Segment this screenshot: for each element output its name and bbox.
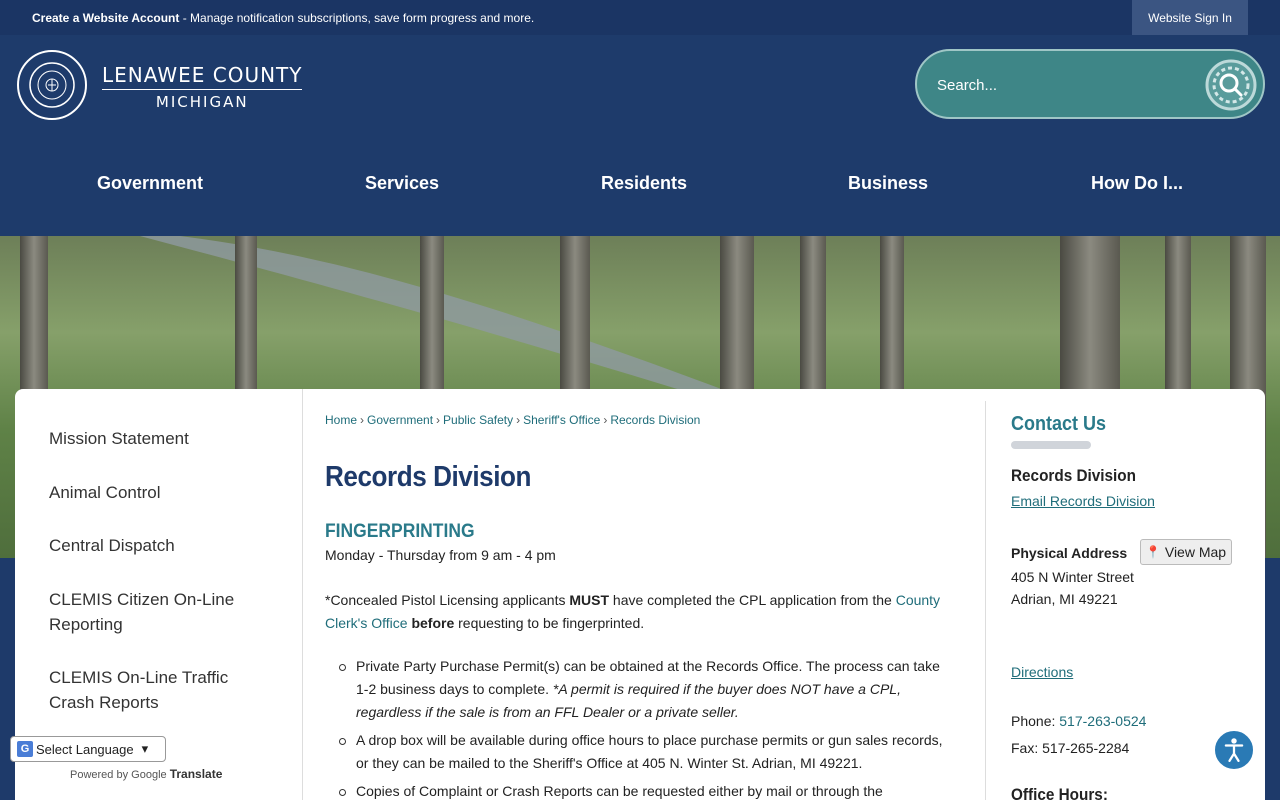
heading-underline: [1011, 441, 1091, 449]
search-box: [915, 49, 1265, 119]
address-line-1: 405 N Winter Street: [1011, 569, 1134, 585]
list-item: A drop box will be available during office hours to place purchase permits or gun sales records, or they can be mailed to the Sheriff's Office at 405 N. Winter St. Adrian, MI 49221.: [356, 729, 956, 775]
list-item: Private Party Purchase Permit(s) can be obtained at the Records Office. The process can take 1-2 business days to complete. *A permit is required if the buyer does NOT have a CPL, regardless if the sale is from an FFL Dealer or a private seller.: [356, 655, 956, 724]
phone-link[interactable]: 517-263-0524: [1059, 713, 1147, 729]
view-map-button[interactable]: 📍 View Map: [1140, 539, 1232, 565]
county-seal-logo[interactable]: [16, 49, 88, 121]
physical-address-label: Physical Address: [1011, 545, 1128, 561]
contact-name: Records Division: [1011, 466, 1136, 485]
create-account-link[interactable]: Create a Website Account: [32, 11, 180, 25]
sidebar-item-central-dispatch[interactable]: Central Dispatch: [49, 536, 175, 555]
email-link[interactable]: Email Records Division: [1011, 493, 1155, 509]
info-bullet-list: [356, 655, 956, 800]
fingerprinting-hours: Monday - Thursday from 9 am - 4 pm: [325, 547, 556, 563]
county-clerk-link[interactable]: County Clerk's Office: [325, 592, 941, 631]
main-navigation: [0, 165, 1280, 205]
top-utility-bar: [0, 0, 1280, 35]
phone-line: Phone: 517-263-0524: [1011, 713, 1147, 729]
map-pin-icon: 📍: [1145, 545, 1161, 559]
cpl-paragraph: *Concealed Pistol Licensing applicants MUST have completed the CPL application from the County Clerk's Office before requesting to be fingerprinted.: [325, 592, 941, 631]
nav-services[interactable]: Services: [365, 173, 440, 193]
account-description: - Manage notification subscriptions, save form progress and more.: [179, 11, 535, 25]
breadcrumb: Home › Government › Public Safety › Sheriff's Office › Records Division: [325, 413, 701, 427]
breadcrumb-sheriffs-office[interactable]: Sheriff's Office: [523, 413, 601, 427]
search-input[interactable]: [937, 71, 1197, 99]
accessibility-icon[interactable]: [1213, 729, 1255, 771]
logo-county-name: LENAWEE COUNTY: [102, 63, 302, 90]
section-heading: FINGERPRINTING: [325, 521, 475, 542]
fax-line: Fax: 517-265-2284: [1011, 740, 1130, 756]
google-translate-attribution: Powered by Google Translate: [70, 767, 223, 781]
list-item: Copies of Complaint or Crash Reports can be requested either by mail or through the: [356, 780, 956, 800]
main-content-card: [15, 389, 1265, 800]
nav-government[interactable]: Government: [97, 173, 204, 193]
breadcrumb-public-safety[interactable]: Public Safety: [443, 413, 514, 427]
contact-heading: Contact Us: [1011, 413, 1107, 435]
google-translate-icon: G: [17, 741, 33, 757]
breadcrumb-home[interactable]: Home: [325, 413, 358, 427]
account-message: [32, 11, 534, 25]
sidebar-item-clemis-citizen[interactable]: CLEMIS Citizen On-Line Reporting: [49, 590, 235, 634]
chevron-down-icon: ▾: [141, 741, 149, 756]
office-hours-heading: Office Hours:: [1011, 785, 1108, 800]
breadcrumb-government[interactable]: Government: [367, 413, 434, 427]
address-line-2: Adrian, MI 49221: [1011, 591, 1118, 607]
sidebar-item-mission-statement[interactable]: Mission Statement: [49, 429, 189, 448]
sign-in-button[interactable]: Website Sign In: [1132, 0, 1248, 35]
site-logo-text[interactable]: [102, 63, 302, 111]
site-header: [0, 35, 1280, 236]
breadcrumb-records-division[interactable]: Records Division: [610, 413, 701, 427]
directions-link[interactable]: Directions: [1011, 664, 1074, 680]
nav-business[interactable]: Business: [848, 173, 929, 193]
logo-state-name: MICHIGAN: [155, 93, 249, 111]
search-icon[interactable]: [1203, 57, 1259, 113]
language-select[interactable]: G Select Language ▾: [10, 736, 166, 762]
sidebar-item-clemis-traffic[interactable]: CLEMIS On-Line Traffic Crash Reports: [49, 668, 229, 712]
page-title: Records Division: [325, 461, 532, 493]
nav-residents[interactable]: Residents: [601, 173, 688, 193]
sidebar-item-animal-control[interactable]: Animal Control: [49, 483, 161, 502]
nav-how-do-i[interactable]: How Do I...: [1091, 173, 1183, 193]
